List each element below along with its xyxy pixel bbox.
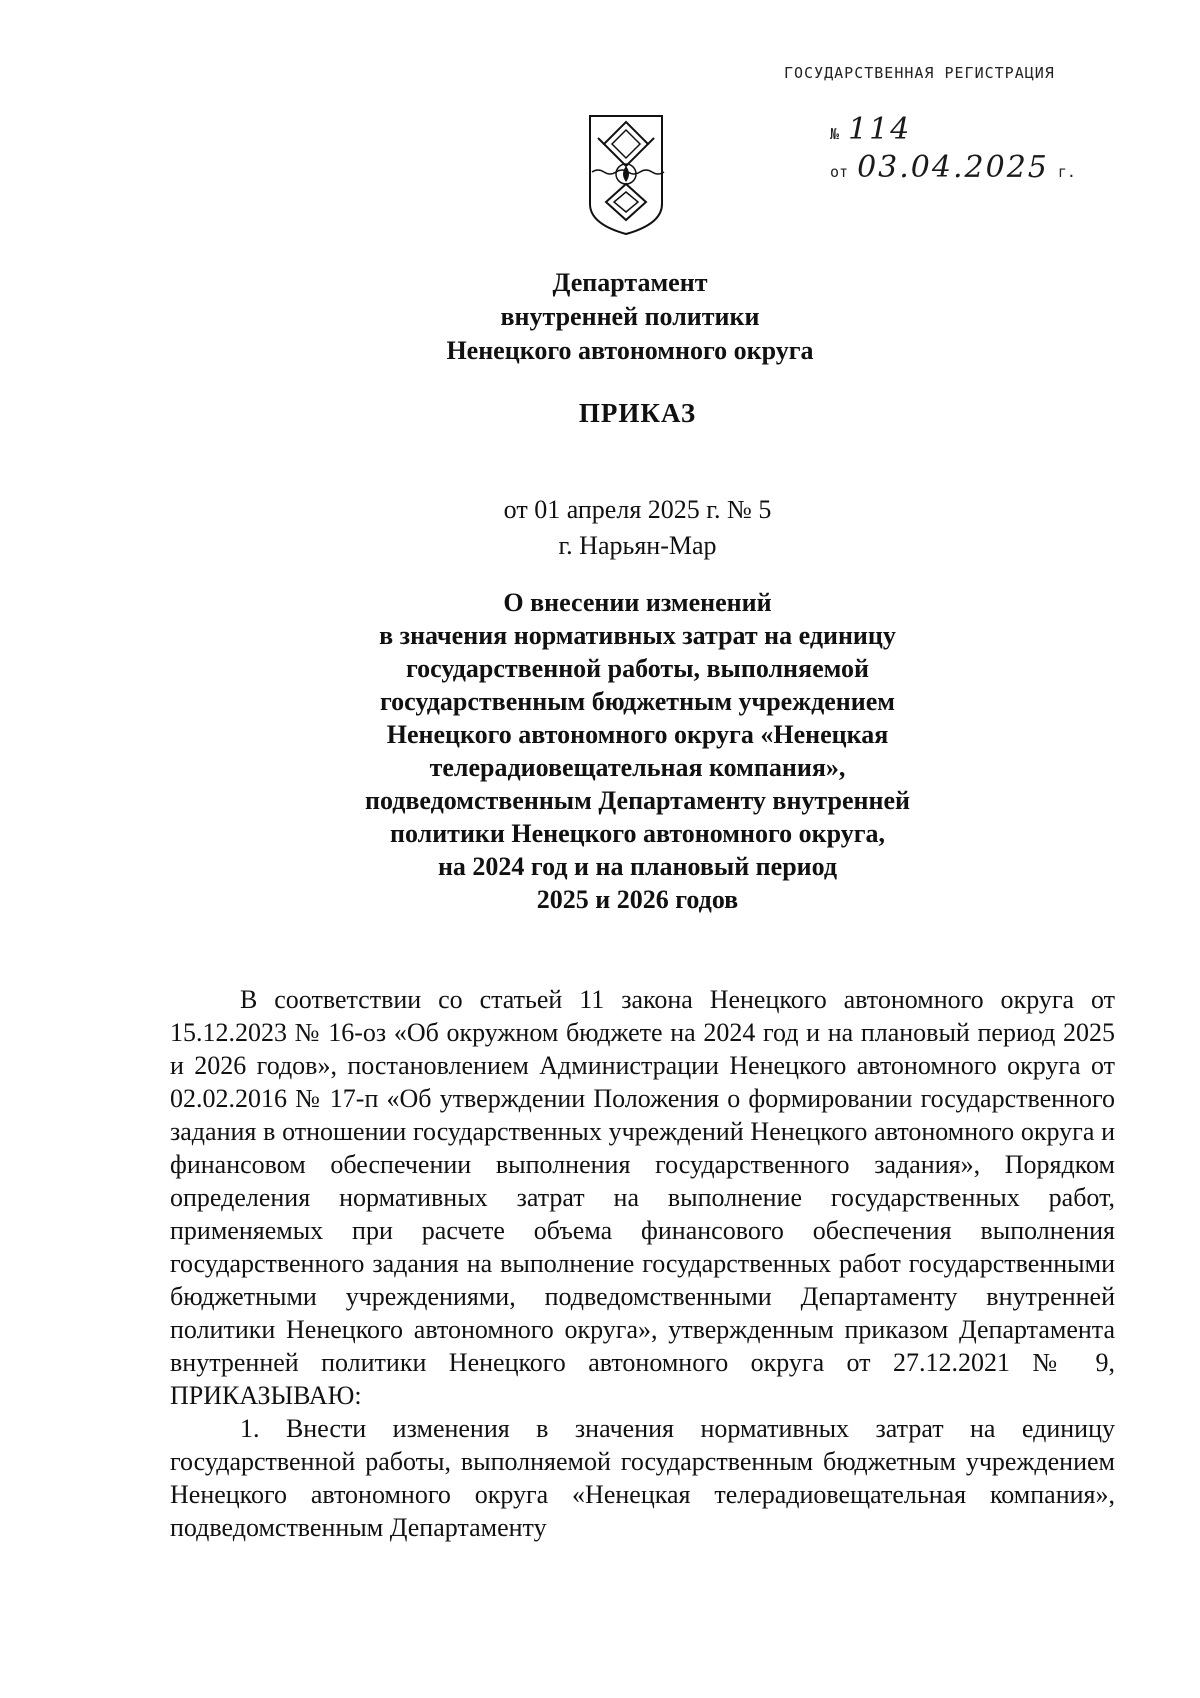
subject-line: телерадиовещательная компания», (429, 753, 846, 782)
registration-number (830, 112, 911, 147)
registration-date (830, 150, 1076, 185)
department-line: Департамент (552, 268, 708, 297)
subject-line: на 2024 год и на плановый период (437, 852, 838, 881)
order-meta (0, 492, 1200, 564)
body-paragraph: 1. Внести изменения в значения нормативных затрат на единицу государственной работы, выполняемой государственным бюджетным учреждением Ненецкого автономного округа «Ненецкая телерадиовещательная компания», подведомственным Департаменту (170, 1414, 1115, 1542)
order-city: г. Нарьян-Мар (558, 531, 717, 560)
department-name (0, 266, 1200, 368)
department-line: внутренней политики (500, 302, 760, 331)
order-subject (0, 586, 1200, 916)
order-body (170, 983, 1115, 1544)
registration-number-prefix: № (830, 125, 840, 143)
registration-date-prefix: от (830, 163, 849, 181)
subject-line: политики Ненецкого автономного округа, (389, 819, 886, 848)
subject-line: в значения нормативных затрат на единицу (379, 621, 896, 650)
registration-stamp-title: ГОСУДАРСТВЕННАЯ РЕГИСТРАЦИЯ (784, 64, 1055, 82)
order-title: ПРИКАЗ (578, 398, 697, 428)
subject-line: подведомственным Департаменту внутренней (364, 786, 911, 815)
order-date-number: от 01 апреля 2025 г. № 5 (503, 495, 772, 524)
subject-line: О внесении изменений (503, 588, 772, 617)
subject-line: государственной работы, выполняемой (405, 654, 869, 683)
subject-line: 2025 и 2026 годов (536, 885, 739, 914)
registration-date-handwritten: 03.04.2025 (857, 150, 1049, 185)
coat-of-arms-icon (586, 112, 666, 238)
registration-number-handwritten: 114 (848, 112, 912, 147)
department-line: Ненецкого автономного округа (446, 336, 814, 365)
subject-line: государственным бюджетным учреждением (380, 687, 895, 716)
registration-date-suffix: г. (1057, 163, 1076, 181)
body-paragraph: В соответствии со статьей 11 закона Ненецкого автономного округа от 15.12.2023 № 16-оз «Об окружном бюджете на 2024 год и на плановый период 2025 и 2026 годов», постановлением Администрации Ненецкого автономного округа от 02.02.2016 № 17-п «Об утверждении Положения о формировании государственного задания в отношении государственных учреждений Ненецкого автономного округа и финансовом обеспечении выполнения государственного задания», Порядком определения нормативных затрат на выполнение государственных работ, применяемых при расчете объема финансового обеспечения выполнения государственного задания на выполнение государственных работ государственными бюджетными учреждениями, подведомственными Департаменту внутренней политики Ненецкого автономного округа», утвержденным приказом Департамента внутренней политики Ненецкого автономного округа от 27.12.2021 № 9, ПРИКАЗЫВАЮ: (170, 985, 1115, 1410)
subject-line: Ненецкого автономного округа «Ненецкая (386, 720, 889, 749)
